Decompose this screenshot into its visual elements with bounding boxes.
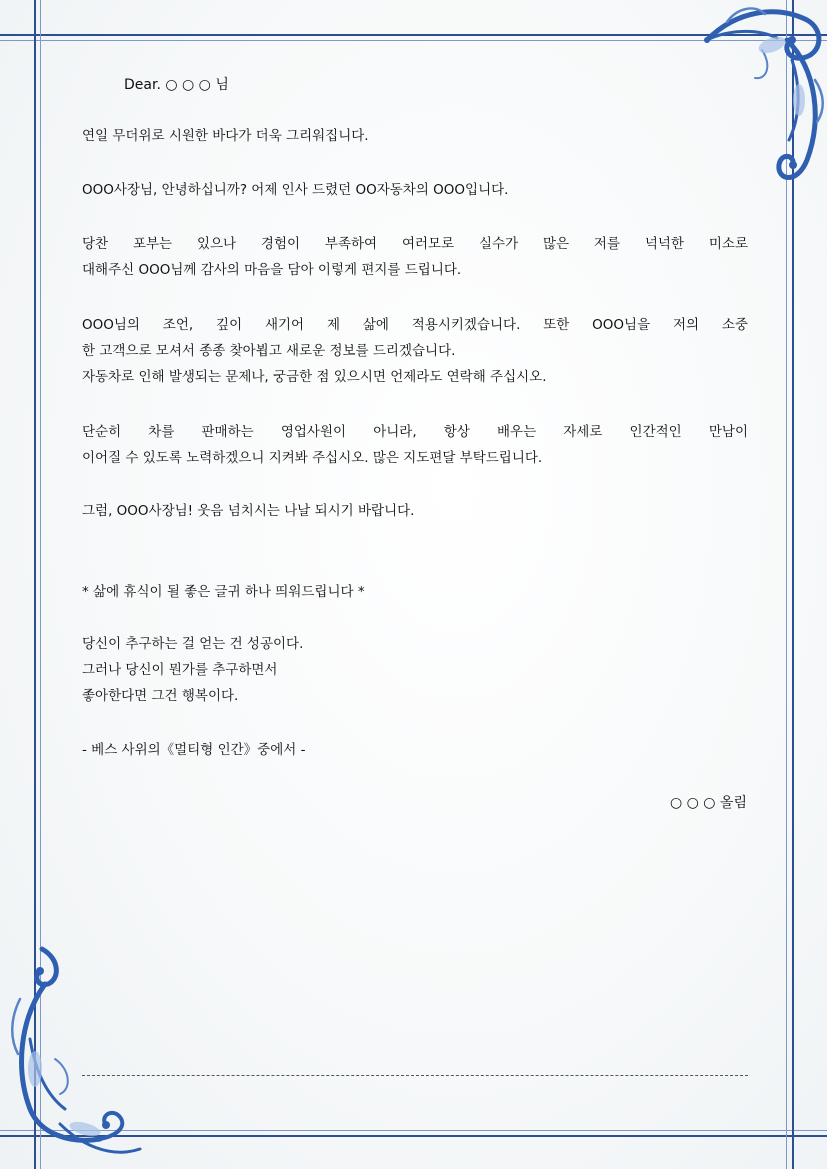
- quote-intro: * 삶에 휴식이 될 좋은 글귀 하나 띄워드립니다 *: [82, 584, 365, 600]
- quote-line-2: 그러나 당신이 뭔가를 추구하면서: [82, 662, 278, 678]
- paragraph-4-line-2: 한 고객으로 모셔서 종종 찾아뵙고 새로운 정보를 드리겠습니다.: [82, 343, 456, 359]
- letter-closing: ○ ○ ○ 올림: [669, 795, 747, 811]
- paragraph-2: OOO사장님, 안녕하십니까? 어제 인사 드렸던 OO자동차의 OOO입니다.: [82, 182, 509, 198]
- paragraph-4-line-3: 자동차로 인해 발생되는 문제나, 궁금한 점 있으시면 언제라도 연락해 주십시오.: [82, 369, 547, 385]
- quote-line-1: 당신이 추구하는 걸 얻는 건 성공이다.: [82, 636, 304, 652]
- letter-greeting: Dear. ○ ○ ○ 님: [124, 77, 229, 93]
- paragraph-3-line-2: 대해주신 OOO님께 감사의 마음을 담아 이렇게 편지를 드립니다.: [82, 262, 462, 278]
- paragraph-5-line-2: 이어질 수 있도록 노력하겠으니 지켜봐 주십시오. 많은 지도편달 부탁드립니다.: [82, 450, 543, 466]
- dotted-divider: [82, 1075, 748, 1076]
- paragraph-1: 연일 무더위로 시원한 바다가 더욱 그리워집니다.: [82, 128, 369, 144]
- paragraph-4-line-1: OOO님의 조언, 깊이 새기어 제 삶에 적용시키겠습니다. 또한 OOO님을 저의 소중: [82, 317, 748, 333]
- paragraph-3-line-1: 당찬 포부는 있으나 경험이 부족하여 여러모로 실수가 많은 저를 넉넉한 미소로: [82, 236, 748, 252]
- corner-ornament-top-right-icon: [667, 0, 827, 200]
- quote-line-3: 좋아한다면 그건 행복이다.: [82, 688, 239, 704]
- paragraph-5-line-1: 단순히 차를 판매하는 영업사원이 아니라, 항상 배우는 자세로 인간적인 만남이: [82, 424, 748, 440]
- quote-source: - 베스 사위의《멀티형 인간》중에서 -: [82, 742, 306, 758]
- paragraph-6: 그럼, OOO사장님! 웃음 넘치시는 나날 되시기 바랍니다.: [82, 503, 415, 519]
- corner-ornament-bottom-left-icon: [0, 939, 150, 1169]
